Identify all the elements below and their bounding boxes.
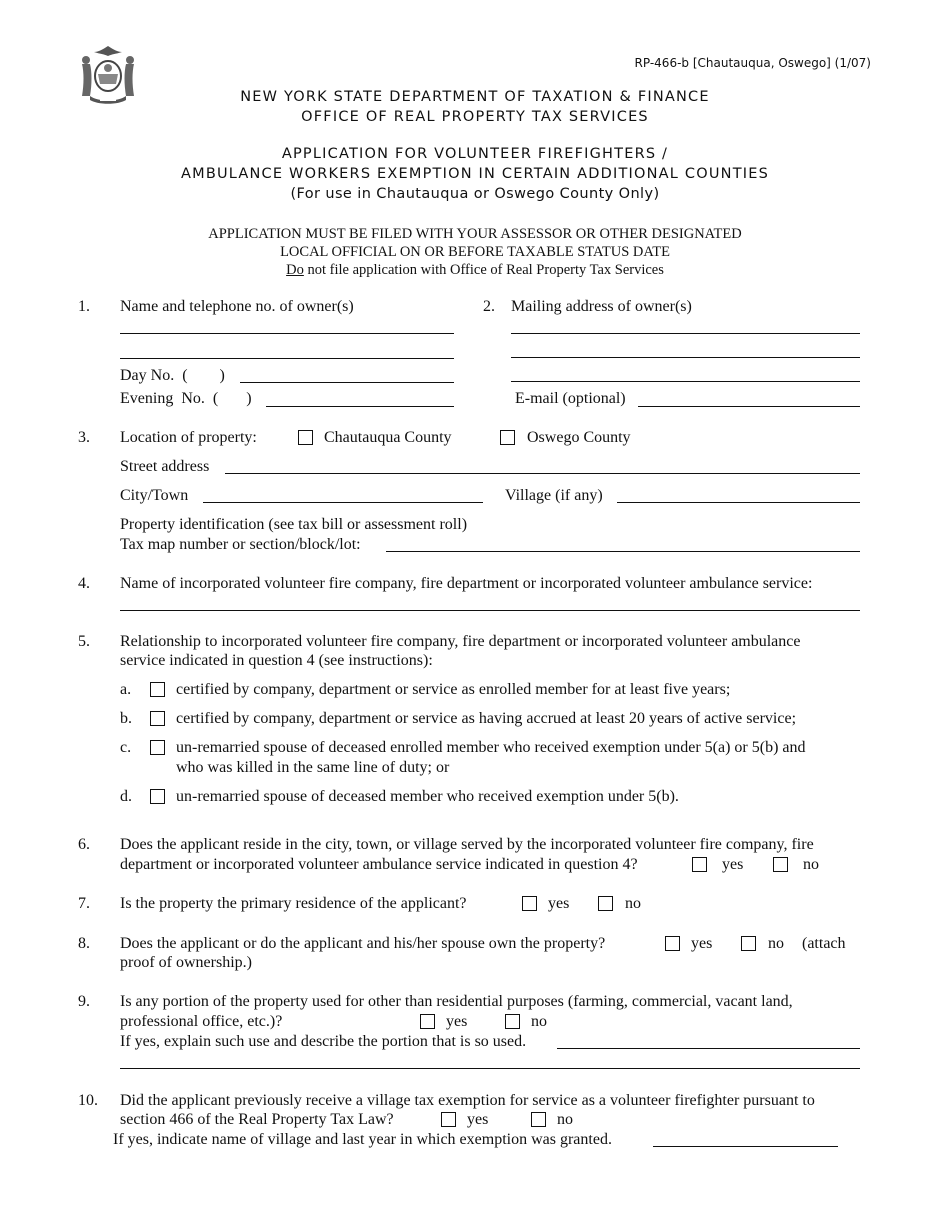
q4-number: 4. [78, 575, 90, 592]
q5c-text-line2: who was killed in the same line of duty; or [176, 759, 450, 776]
q8-yes-label: yes [691, 935, 713, 952]
q9-line2: professional office, etc.)? [120, 1013, 283, 1030]
q7-number: 7. [78, 895, 90, 912]
q6-line2: department or incorporated volunteer ambulance service indicated in question 4? [120, 856, 638, 873]
q5a-letter: a. [120, 681, 132, 698]
q5-number: 5. [78, 633, 90, 650]
notice-rest: not file application with Office of Real Property Tax Services [303, 262, 664, 278]
office-line: OFFICE OF REAL PROPERTY TAX SERVICES [301, 109, 649, 125]
q9-line3: If yes, explain such use and describe the portion that is so used. [120, 1033, 527, 1050]
q1-number: 1. [78, 298, 90, 315]
mailing-address-line-3[interactable] [511, 381, 860, 382]
city-town-line[interactable] [203, 502, 483, 503]
q6-no-label: no [803, 856, 819, 873]
q2-label: Mailing address of owner(s) [511, 298, 692, 315]
property-id-label: Property identification (see tax bill or assessment roll) [120, 516, 468, 533]
filing-notice-line1: APPLICATION MUST BE FILED WITH YOUR ASSESSOR OR OTHER DESIGNATED [208, 226, 742, 242]
oswego-county-label: Oswego County [527, 429, 631, 446]
q3-label: Location of property: [120, 429, 257, 446]
day-phone-line[interactable] [240, 382, 454, 383]
q6-no-checkbox[interactable] [773, 857, 788, 872]
q5c-text-line1: un-remarried spouse of deceased enrolled member who received exemption under 5(a) or 5(b) and [176, 739, 806, 756]
street-address-line[interactable] [225, 473, 860, 474]
q10-number: 10. [78, 1092, 98, 1109]
q9-line1: Is any portion of the property used for other than residential purposes (farming, commercial, vacant land, [120, 993, 793, 1010]
q10-line1: Did the applicant previously receive a village tax exemption for service as a volunteer firefighter pursuant to [120, 1092, 815, 1109]
q8-yes-checkbox[interactable] [665, 936, 680, 951]
q7-yes-checkbox[interactable] [522, 896, 537, 911]
q5b-text: certified by company, department or service as having accrued at least 20 years of active service; [176, 710, 797, 727]
owner-name-line-2[interactable] [120, 358, 454, 359]
q10-line2: section 466 of the Real Property Tax Law? [120, 1111, 394, 1128]
q9-number: 9. [78, 993, 90, 1010]
q5a-text: certified by company, department or service as enrolled member for at least five years; [176, 681, 731, 698]
q5b-letter: b. [120, 710, 132, 727]
form-title-line1: APPLICATION FOR VOLUNTEER FIREFIGHTERS / [281, 146, 669, 162]
q6-yes-label: yes [722, 856, 744, 873]
q8-number: 8. [78, 935, 90, 952]
evening-phone-line[interactable] [266, 406, 454, 407]
q9-no-checkbox[interactable] [505, 1014, 520, 1029]
q5a-checkbox[interactable] [150, 682, 165, 697]
q7-no-label: no [625, 895, 641, 912]
q5d-checkbox[interactable] [150, 789, 165, 804]
q5c-letter: c. [120, 739, 132, 756]
q10-line3: If yes, indicate name of village and last year in which exemption was granted. [113, 1131, 612, 1148]
q9-yes-checkbox[interactable] [420, 1014, 435, 1029]
q3-number: 3. [78, 429, 90, 446]
filing-notice-line2: LOCAL OFFICIAL ON OR BEFORE TAXABLE STATUS DATE [280, 244, 670, 260]
q2-number: 2. [483, 298, 495, 315]
do-emphasis: Do [286, 262, 304, 278]
street-address-label: Street address [120, 458, 210, 475]
form-subtitle: (For use in Chautauqua or Oswego County Only) [290, 186, 660, 202]
oswego-county-checkbox[interactable] [500, 430, 515, 445]
q5d-text: un-remarried spouse of deceased member who received exemption under 5(b). [176, 788, 679, 805]
q8-no-label: no [768, 935, 784, 952]
owner-name-line-1[interactable] [120, 333, 454, 334]
q4-label: Name of incorporated volunteer fire company, fire department or incorporated volunteer ambulance service: [120, 575, 813, 592]
q9-explain-line-2[interactable] [120, 1068, 860, 1069]
email-line[interactable] [638, 406, 860, 407]
village-label: Village (if any) [505, 487, 603, 504]
q8-attach: (attach [802, 935, 846, 952]
chautauqua-county-label: Chautauqua County [324, 429, 452, 446]
q8-line1: Does the applicant or do the applicant and his/her spouse own the property? [120, 935, 606, 952]
q10-yes-label: yes [467, 1111, 489, 1128]
q7-no-checkbox[interactable] [598, 896, 613, 911]
form-id: RP-466-b [Chautauqua, Oswego] (1/07) [634, 56, 871, 70]
q10-no-checkbox[interactable] [531, 1112, 546, 1127]
filing-notice-line3 [0, 262, 950, 279]
q7-label: Is the property the primary residence of the applicant? [120, 895, 467, 912]
q10-no-label: no [557, 1111, 573, 1128]
q5-line2: service indicated in question 4 (see instructions): [120, 652, 433, 669]
chautauqua-county-checkbox[interactable] [298, 430, 313, 445]
q6-line1: Does the applicant reside in the city, town, or village served by the incorporated volunteer fire company, fire [120, 836, 814, 853]
q7-yes-label: yes [548, 895, 570, 912]
day-phone-label: Day No. ( ) [120, 367, 225, 384]
mailing-address-line-1[interactable] [511, 333, 860, 334]
mailing-address-line-2[interactable] [511, 357, 860, 358]
q8-line2: proof of ownership.) [120, 954, 252, 971]
q10-village-year-line[interactable] [653, 1146, 838, 1147]
q10-yes-checkbox[interactable] [441, 1112, 456, 1127]
q6-yes-checkbox[interactable] [692, 857, 707, 872]
evening-phone-label: Evening No. ( ) [120, 390, 252, 407]
tax-map-label: Tax map number or section/block/lot: [120, 536, 361, 553]
q5-line1: Relationship to incorporated volunteer fire company, fire department or incorporated volunteer ambulance [120, 633, 801, 650]
q5c-checkbox[interactable] [150, 740, 165, 755]
department-line: NEW YORK STATE DEPARTMENT OF TAXATION & FINANCE [240, 89, 710, 105]
q5b-checkbox[interactable] [150, 711, 165, 726]
fire-company-name-line[interactable] [120, 610, 860, 611]
tax-map-line[interactable] [386, 551, 860, 552]
q9-yes-label: yes [446, 1013, 468, 1030]
q8-no-checkbox[interactable] [741, 936, 756, 951]
village-line[interactable] [617, 502, 860, 503]
city-town-label: City/Town [120, 487, 189, 504]
q5d-letter: d. [120, 788, 132, 805]
q9-explain-line-1[interactable] [557, 1048, 860, 1049]
form-title-line2: AMBULANCE WORKERS EXEMPTION IN CERTAIN ADDITIONAL COUNTIES [180, 166, 769, 182]
email-label: E-mail (optional) [515, 390, 626, 407]
q6-number: 6. [78, 836, 90, 853]
q1-label: Name and telephone no. of owner(s) [120, 298, 354, 315]
q9-no-label: no [531, 1013, 547, 1030]
